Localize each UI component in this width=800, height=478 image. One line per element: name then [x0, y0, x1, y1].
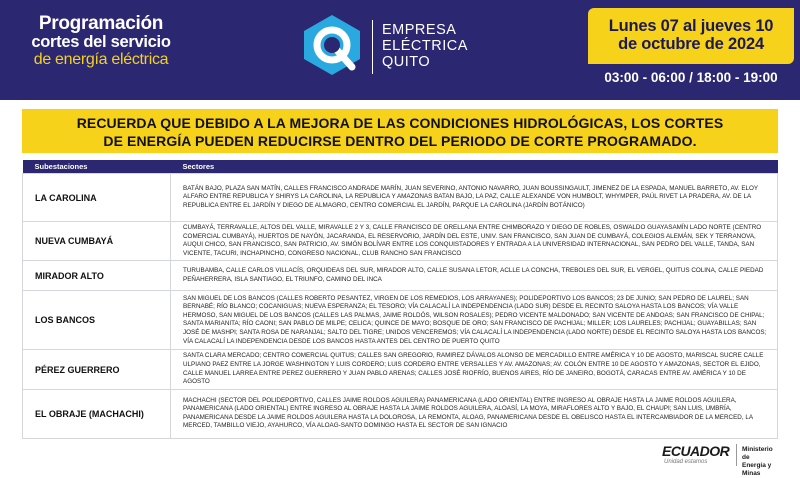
- company-line-2: ELÉCTRICA: [382, 38, 468, 54]
- logo-divider: [372, 20, 373, 74]
- date-line-2: de octubre de 2024: [618, 35, 764, 53]
- page-title: [16, 14, 186, 68]
- substation-name: PÉREZ GUERRERO: [23, 350, 171, 389]
- table-row: [23, 389, 778, 438]
- ecuador-ministry-logo: [662, 441, 782, 477]
- company-name: [382, 22, 468, 70]
- sectors-text: SAN MIGUEL DE LOS BANCOS (CALLES ROBERTO PESANTEZ, VIRGEN DE LOS REMEDIOS, LOS ARRAYANES); POLIDEPORTIVO LOS BANCOS; 23 DE JUNIO; SAN PEDRO DE LAUREL; SAN BERNABÉ; RÍO BLANCO; COCANIGUAS; NUEVA ESPERANZA; EL TESORO; VÍA CALACALÍ LA INDEPENDENCIA (LADO SUR) DESDE EL RECINTO SALOYA HASTA LOS BANCOS; VÍA VALLE HERMOSO, SAN MIGUEL DE LOS BANCOS (CALLES LAS PALMAS, JAIME ROLDÓS, WILSON ROSALES); PEDRO VICENTE MALDONADO; SAN VICENTE DE ANDOAS; SAN FRANCISCO DE CHIPAL; SANTA MARIANITA; RÍO CAONI; SAN PABLO DE MILPE; CELICA; QUINCE DE MAYO; BOSQUE DE ORO; SAN FRANCISCO DE PACHIJAL; MILLER; LOS LAURELES; PACHIJAL; GUAYABILLAS; SAN JOSÉ DE MASHPI; SANTA ROSA DE NARANJAL; SALTO DEL TIGRE; UNIDOS VENCEREMOS; VÍA CALACALÍ LA INDEPENDENCIA (LADO NORTE) DESDE EL RECINTO SALOYA HASTA LOS BANCOS; VÍA CALACALÍ LA INDEPENDENCIA DESDE LOS BANCOS HASTA ANTES DEL CENTRO DE PUERTO QUITO: [171, 291, 778, 350]
- eeq-logo-icon: [300, 13, 364, 77]
- sectors-text: CUMBAYÁ, TERRAVALLE, ALTOS DEL VALLE, MIRAVALLE 2 Y 3, CALLE FRANCISCO DE ORELLANA ENTRE CHIMBORAZO Y DIEGO DE ROBLES, OSWALDO GUAYASAMÍN LADO NORTE (CENTRO COMERCIAL CUMBAYÁ), HUERTOS DE NAYÓN, JACARANDA, EL RESERVORIO, JARDÍN DEL ESTE, UNIV. SAN FRANCISCO, SAN JUAN DE CUMBAYÁ, COLEGIOS ALEMÁN, SEK Y TERRANOVA, AUQUI CHICO, SAN FRANCISCO, SAN PATRICIO, AV. SIMÓN BOLÍVAR ENTRE LOS CONQUISTADORES Y ENTRADA A LA UNIVERSIDAD INTERNACIONAL, SAN PEDRO DEL VALLE, TANDA, SAN VICENTE, TACURI, INCHAPINCHO, CONGRESO NACIONAL, CLUB RANCHO SAN FRANCISCO: [171, 222, 778, 261]
- date-badge: [588, 8, 794, 64]
- title-line-2: cortes del servicio: [31, 33, 171, 51]
- table-row: [23, 291, 778, 350]
- table-row: [23, 222, 778, 261]
- outage-hours: 03:00 - 06:00 / 18:00 - 19:00: [604, 70, 778, 85]
- table-row: [23, 350, 778, 389]
- table-row: [23, 261, 778, 291]
- header-band: [0, 0, 800, 100]
- ecuador-tagline: Unidad estamos: [664, 459, 708, 465]
- ministry-name: [742, 446, 782, 478]
- header-sectors: Sectores: [171, 160, 778, 174]
- ministry-line-1: Ministerio de: [742, 446, 773, 461]
- notice-line-2: DE ENERGÍA PUEDEN REDUCIRSE DENTRO DEL PERIODO DE CORTE PROGRAMADO.: [103, 133, 697, 149]
- sectors-text: TURUBAMBA, CALLE CARLOS VILLACÍS, ORQUIDEAS DEL SUR, MIRADOR ALTO, CALLE SUSANA LETOR, ACLLE LA CONCHA, TREBOLES DEL SUR, EL VERGEL, QUITUS COLINA, CALLE PIEDAD PEÑAHERRERA, ISLA SANTIAGO, EL TRIUNFO, CAMINO DEL INCA: [171, 261, 778, 291]
- substation-name: LOS BANCOS: [23, 291, 171, 350]
- title-line-3: de energía eléctrica: [33, 51, 169, 68]
- substation-name: LA CAROLINA: [23, 174, 171, 222]
- footer-divider: [736, 444, 737, 466]
- schedule-table: [22, 160, 778, 439]
- company-line-3: QUITO: [382, 54, 431, 70]
- substation-name: MIRADOR ALTO: [23, 261, 171, 291]
- title-line-1: Programación: [38, 13, 164, 34]
- ministry-line-2: Energía y Minas: [742, 462, 772, 477]
- substation-name: EL OBRAJE (MACHACHI): [23, 389, 171, 438]
- header-substations: Subestaciones: [23, 160, 171, 174]
- sectors-text: BATÁN BAJO, PLAZA SAN MATÍN, CALLES FRANCISCO ANDRADE MARÍN, JUAN SEVERINO, ANTONIO NAVARRO, JUAN BOUSSINGAULT, JIMENEZ DE LA ESPADA, MANUEL BARRETO, AV. ELOY ALFARO ENTRE REPUBLICA Y SHIRYS LA CAROLINA, LA REPUBLICA Y AMAZONAS BATAN BAJO, LA PAZ, CALLE ALEXANDE VON HUMBOLT, WHYMPER, PAÚL RIVET LA PRADERA, AV. DE LA REPUBLICA ENTRE EL JARDÍN Y DIEGO DE ALMAGRO, CENTRO COMERCIAL EL JARDÍN, PARQUE LA CAROLINA (JARDÍN BOTÁNICO): [171, 174, 778, 222]
- substation-name: NUEVA CUMBAYÁ: [23, 222, 171, 261]
- date-line-1: Lunes 07 al jueves 10: [608, 17, 774, 35]
- ecuador-brand: ECUADOR: [662, 443, 730, 459]
- table-row: [23, 174, 778, 222]
- table-header-row: [23, 160, 778, 174]
- sectors-text: SANTA CLARA MERCADO; CENTRO COMERCIAL QUITUS; CALLES SAN GREGORIO, RAMIREZ DÁVALOS ALONSO DE MERCADILLO ENTRE AMÉRICA Y 10 DE AGOSTO, MARISCAL SUCRE CALLE ULPIANO PAEZ ENTRE LA JORGE WASHINGTON Y LUIS CORDERO; LUIS CORDERO ENTRE VERSALLES Y AV. AMAZONAS; AV. COLÓN ENTRE 10 DE AGOSTO Y AMAZONAS, SECTOR EL EJIDO, CALLE MANUEL LARREA ENTRE PEREZ GUERRERO Y JUAN PABLO ARENAS; CALLES JOSÉ RIOFRÍO, BUENOS AIRES, RÍO DE JANEIRO, BOGOTÁ, CARACAS ENTRE AV. AMÉRICA Y 10 DE AGOSTO: [171, 350, 778, 389]
- sectors-text: MACHACHI (SECTOR DEL POLIDEPORTIVO, CALLES JAIME ROLDOS AGUILERA) PANAMERICANA (LADO ORIENTAL) ENTRE INGRESO AL OBRAJE HASTA LA JAIME ROLDOS AGUILERA, PANAMERICANA (LADO ORIENTAL) ENTRE INGRESO AL OBRAJE HASTA LA JAIME ROLDOS AGUILERA, ALOASÍ, LA MOYA, MIRAFLORES ALTO Y BAJO, EL CHAUPI; SAN LUIS, UMBRÍA, PANAMERICANA DESDE LA JAIME ROLDOS AGUILERA HASTA LA DOLOROSA, LA REMONTA, ALOAG, PANAMERICANA DESDE EL OBELISCO HASTA EL INTERCAMBIADOR DE LA MERCED, LA MERCED, TAMBILLO VIEJO, AYAHURCO, VÍA ALOAG-SANTO DOMINGO HASTA EL SECTOR DE SAN IGNACIO: [171, 389, 778, 438]
- notice-banner: [22, 109, 778, 153]
- company-line-1: EMPRESA: [382, 22, 457, 38]
- notice-line-1: RECUERDA QUE DEBIDO A LA MEJORA DE LAS CONDICIONES HIDROLÓGICAS, LOS CORTES: [76, 115, 724, 131]
